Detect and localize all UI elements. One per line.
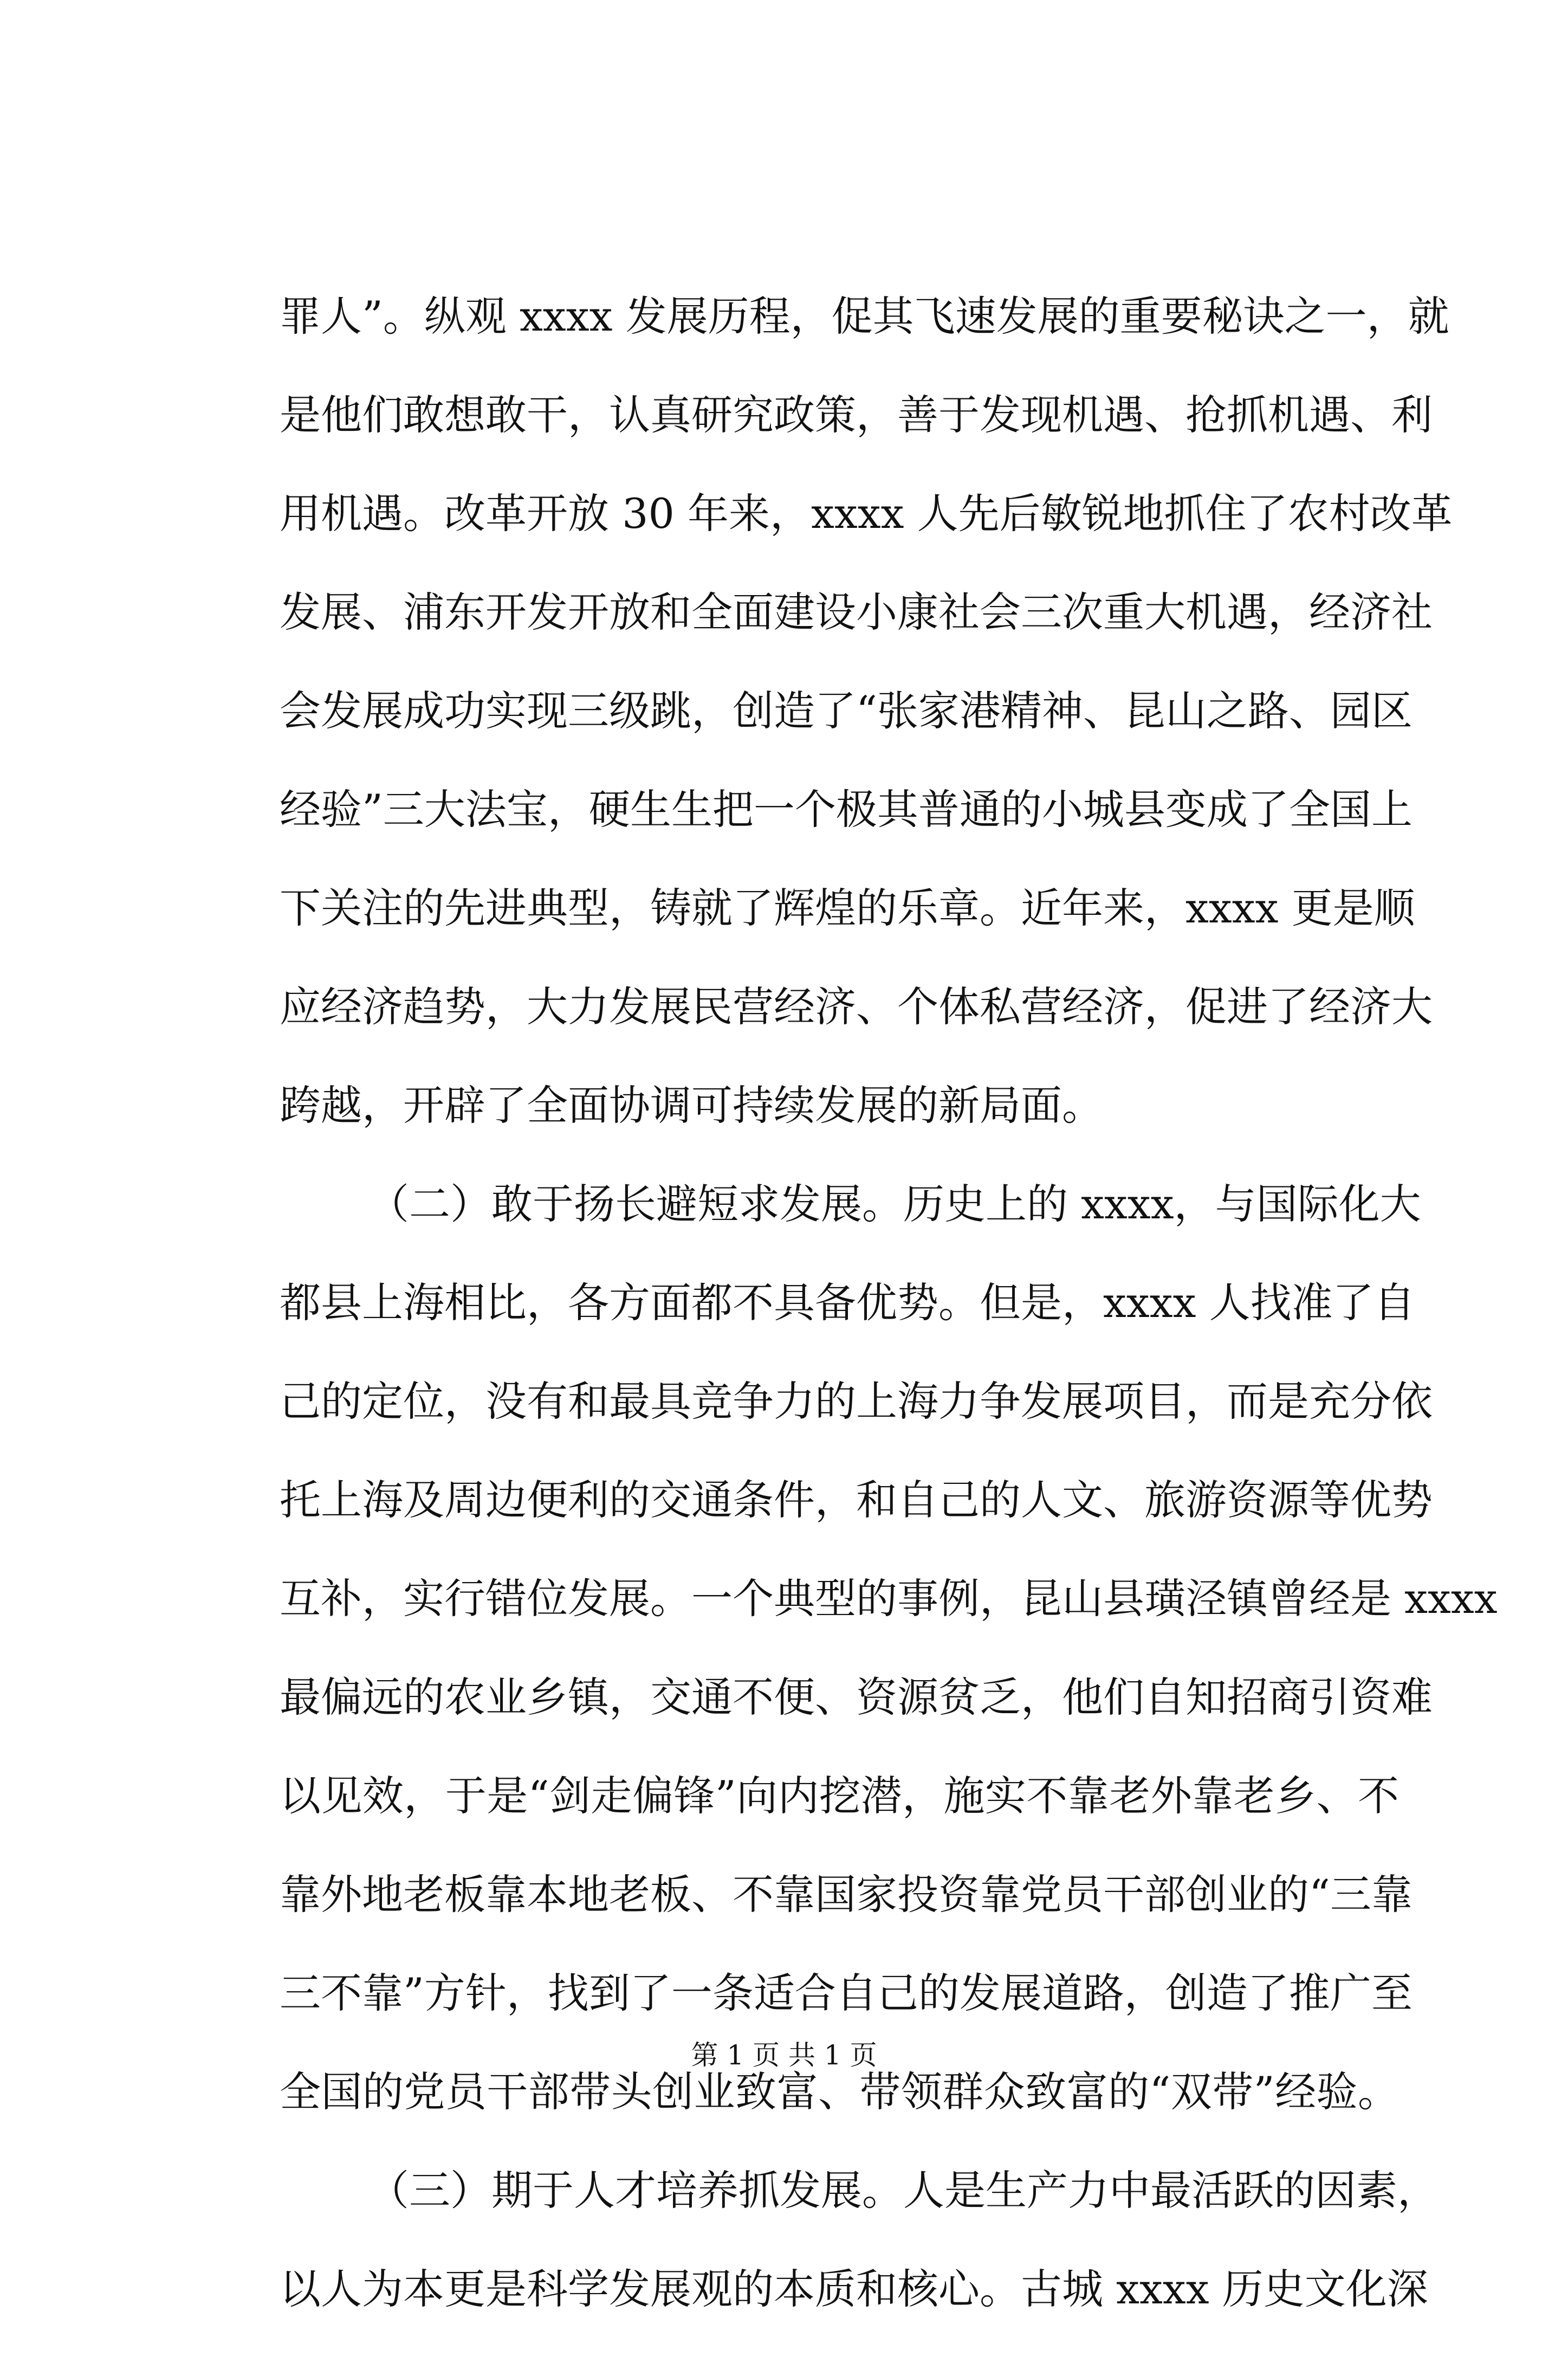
text-line: 下关注的先进典型，铸就了辉煌的乐章。近年来，xxxx 更是顺 xyxy=(280,884,1415,932)
text-line: 会发展成功实现三级跳，创造了“张家港精神、昆山之路、园区 xyxy=(280,687,1413,735)
text-line: 以见效，于是“剑走偏锋”向内挖潜，施实不靠老外靠老乡、不 xyxy=(280,1772,1399,1820)
text-line: 是他们敢想敢干，认真研究政策，善于发现机遇、抢抓机遇、利 xyxy=(280,391,1433,439)
text-line: 托上海及周边便利的交通条件，和自己的人文、旅游资源等优势 xyxy=(280,1476,1433,1524)
text-line: 发展、浦东开发开放和全面建设小康社会三次重大机遇，经济社 xyxy=(280,588,1433,636)
section-heading-line: （三）期于人才培养抓发展。人是生产力中最活跃的因素， xyxy=(368,2166,1439,2214)
text-line: 以人为本更是科学发展观的本质和核心。古城 xxxx 历史文化深 xyxy=(280,2265,1428,2313)
text-line: 罪人”。纵观 xxxx 发展历程，促其飞速发展的重要秘诀之一，就 xyxy=(280,292,1449,340)
section-heading-line: （二）敢于扬长避短求发展。历史上的 xxxx，与国际化大 xyxy=(368,1180,1421,1228)
page-number-footer: 第 1 页 共 1 页 xyxy=(691,2039,877,2071)
text-line: 互补，实行错位发展。一个典型的事例，昆山县璜泾镇曾经是 xxxx xyxy=(280,1574,1498,1623)
text-line: 靠外地老板靠本地老板、不靠国家投资靠党员干部创业的“三靠 xyxy=(280,1870,1413,1919)
text-line: 全国的党员干部带头创业致富、带领群众致富的“双带”经验。 xyxy=(280,2068,1399,2116)
text-line: 己的定位，没有和最具竞争力的上海力争发展项目，而是充分依 xyxy=(280,1377,1433,1425)
text-line: 用机遇。改革开放 30 年来，xxxx 人先后敏锐地抓住了农村改革 xyxy=(280,489,1453,538)
text-line: 经验”三大法宝，硬生生把一个极其普通的小城县变成了全国上 xyxy=(280,785,1413,834)
text-line: 最偏远的农业乡镇，交通不便、资源贫乏，他们自知招商引资难 xyxy=(280,1673,1433,1721)
text-line: 三不靠”方针，找到了一条适合自己的发展道路，创造了推广至 xyxy=(280,1969,1413,2017)
text-line: 应经济趋势，大力发展民营经济、个体私营经济，促进了经济大 xyxy=(280,983,1433,1031)
text-line: 跨越，开辟了全面协调可持续发展的新局面。 xyxy=(280,1081,1103,1129)
text-line: 都县上海相比，各方面都不具备优势。但是，xxxx 人找准了自 xyxy=(280,1279,1415,1327)
